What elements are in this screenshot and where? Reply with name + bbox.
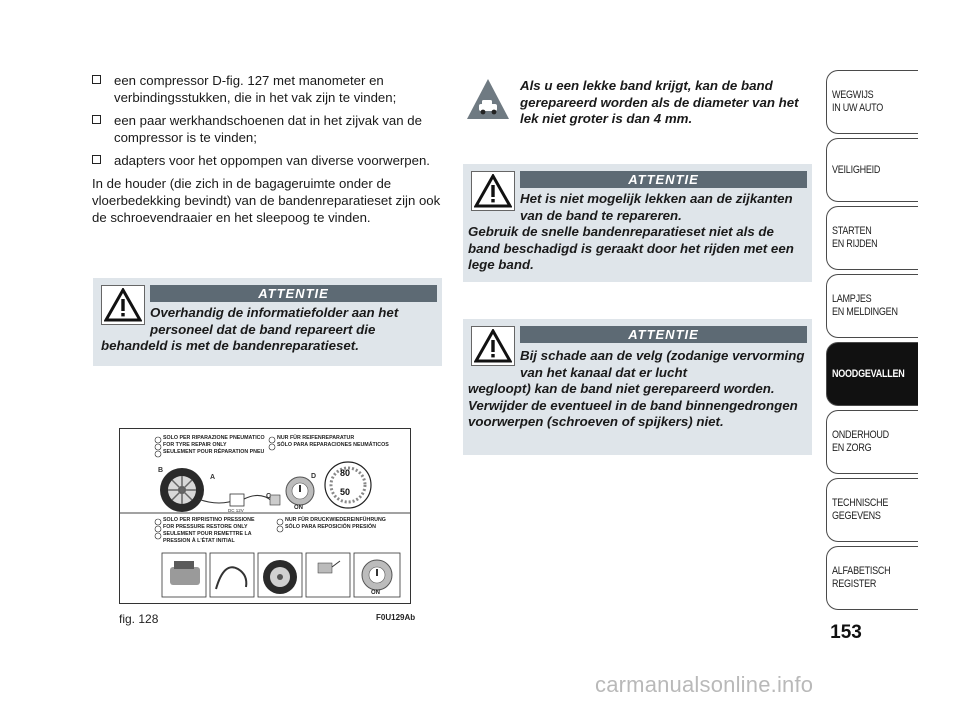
attentie-label: ATTENTIE (150, 285, 437, 302)
tab-alfabetisch[interactable]: ALFABETISCH REGISTER (826, 546, 918, 610)
marker-d: D (311, 473, 317, 480)
tab-technische[interactable]: TECHNISCHE GEGEVENS (826, 478, 918, 542)
figure-label-group: SOLO PER RIPRISTINO PRESSIONE FOR PRESSURE RESTORE ONLY SEULEMENT POUR REMETTRE LA PRESSION À L'ÉTAT INITIAL (163, 517, 255, 544)
gauge-value-high: 80 (340, 468, 351, 478)
marker-b: B (158, 467, 164, 474)
caution-box-right-2 (463, 319, 812, 455)
attentie-label: ATTENTIE (520, 326, 807, 343)
gauge-value-low: 50 (340, 487, 351, 497)
tab-wegwijs[interactable]: WEGWIJS IN UW AUTO (826, 70, 918, 134)
car-hazard-icon (465, 76, 511, 122)
note-text: Als u een lekke band krijgt, kan de band gerepareerd worden als de diameter van het lek niet groter is dan 4 mm. (520, 78, 799, 127)
figure-label-group: NUR FÜR REIFENREPARATUR SÓLO PARA REPARACIONES NEUMÁTICOS (277, 435, 389, 448)
caution-text: Bij schade aan de velg (zodanige vervorming van het kanaal dat er lucht wegloopt) kan de band niet gerepareerd worden. Verwijder de eventueel in de band binnengedrongen voorwerpen (schroeven of spijkers) niet. (468, 348, 805, 430)
on-label: ON (371, 590, 380, 596)
caution-box-right-1 (463, 164, 812, 282)
attentie-label: ATTENTIE (520, 171, 807, 188)
figure-label-group: NUR FÜR DRUCKWIEDEREINFÜHRUNG SÓLO PARA REPOSICIÓN PRESIÓN (285, 517, 386, 530)
figure-128 (119, 428, 411, 604)
checkbox-bullet-icon (92, 115, 101, 124)
caution-box-left (93, 278, 442, 366)
dc-label: DC 12V (228, 508, 244, 513)
list-item: een paar werkhandschoenen dat in het zijvak van de compressor is te vinden; (92, 112, 442, 146)
watermark: carmanualsonline.info (595, 672, 814, 697)
checkbox-bullet-icon (92, 155, 101, 164)
list-item: een compressor D-fig. 127 met manometer en verbindingsstukken, die in het vak zijn te vinden; (92, 72, 442, 106)
caution-text: Overhandig de informatiefolder aan het personeel dat de band repareert die behandeld is met de bandenreparatieset. (101, 305, 399, 354)
body-paragraph: In de houder (die zich in de bagageruimte onder de vloerbedekking bevindt) van de bandenreparatieset zijn ook de schroevendraaier en het sleepoog te vinden. (92, 176, 441, 225)
note-box (463, 70, 813, 136)
tab-lampjes[interactable]: LAMPJES EN MELDINGEN (826, 274, 918, 338)
tab-noodgevallen[interactable]: NOODGEVALLEN (826, 342, 918, 406)
tab-onderhoud[interactable]: ONDERHOUD EN ZORG (826, 410, 918, 474)
tab-veiligheid[interactable]: VEILIGHEID (826, 138, 918, 202)
figure-caption: fig. 128 (119, 612, 159, 626)
caution-text: Het is niet mogelijk lekken aan de zijkanten van de band te repareren. Gebruik de snelle bandenreparatieset niet als de band beschadigd is geraakt door het rijden met een lege band. (468, 191, 794, 273)
list-item: adapters voor het oppompen van diverse voorwerpen. (92, 152, 442, 169)
marker-c: C (266, 493, 272, 500)
figure-label-group: SOLO PER RIPARAZIONE PNEUMATICO FOR TYRE REPAIR ONLY SEULEMENT POUR RÉPARATION PNEU (163, 435, 265, 455)
tab-starten[interactable]: STARTEN EN RIJDEN (826, 206, 918, 270)
checkbox-bullet-icon (92, 75, 101, 84)
left-column-text (92, 72, 442, 232)
on-label: ON (294, 505, 303, 511)
figure-code: F0U129Ab (376, 613, 416, 622)
marker-a: A (210, 474, 216, 481)
page-number: 153 (830, 622, 862, 643)
